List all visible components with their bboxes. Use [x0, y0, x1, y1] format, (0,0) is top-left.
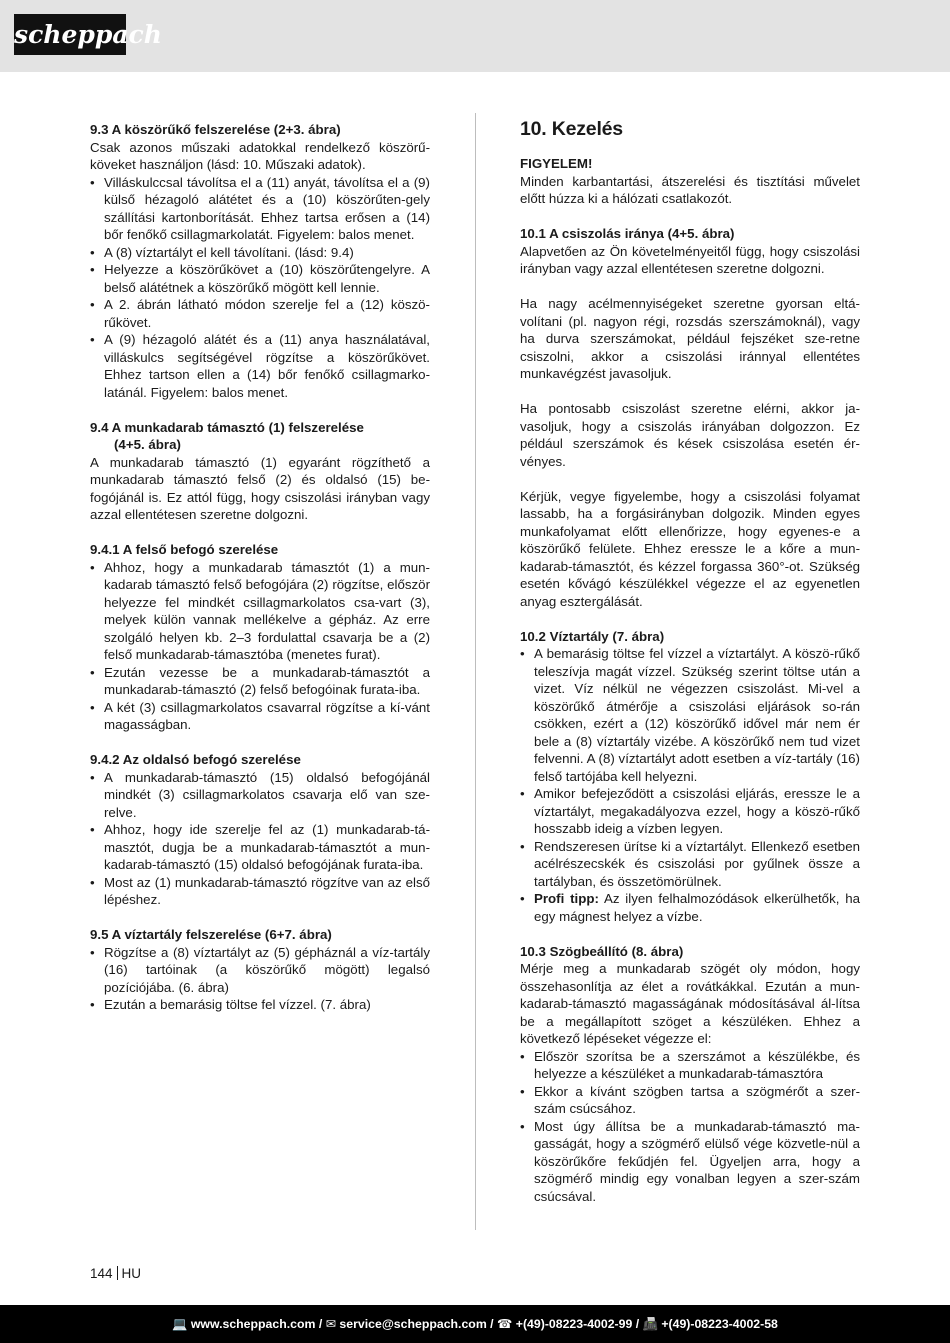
- section-heading: 10.3 Szögbeállító (8. ábra): [520, 943, 684, 959]
- column-divider: [475, 113, 476, 1230]
- list-item: • Rögzítse a (8) víztartályt az (5) gépháznál a víz-tartály (16) tartóinak (a köszörűkő mögött) legalsó pozíciójába. (6. ábra): [90, 944, 430, 997]
- section-heading-continued: (4+5. ábra): [114, 437, 181, 452]
- list-item: • Most úgy állítsa be a munkadarab-támasztó ma-gasságát, hogy a szögmérő elülső vége közvetle-nül a köszörűkőre fekűdjén fel. Ügyeljen arra, hogy a szögmérő mindig egy vonalban legyen a szer-szám csúcsával.: [520, 1118, 860, 1206]
- phone-icon: ☎: [497, 1317, 513, 1331]
- section-heading: 9.4 A munkadarab támasztó (1) felszerelése: [90, 419, 364, 435]
- mail-icon: ✉: [325, 1317, 336, 1331]
- section-heading: 9.4.2 Az oldalsó befogó szerelése: [90, 752, 301, 767]
- list-item: • Most az (1) munkadarab-támasztó rögzítve van az első lépéshez.: [90, 874, 430, 909]
- section-10-1: [520, 225, 860, 610]
- section-9-5: [90, 926, 430, 1014]
- bullet-list: [90, 769, 430, 909]
- section-9-3: [90, 121, 430, 401]
- list-item: • A munkadarab-támasztó (15) oldalsó befogójánál mindkét (3) csillagmarkolatos csavarja elő van sze-relve.: [90, 769, 430, 822]
- phone-number: +(49)-08223-4002-99 /: [515, 1317, 640, 1331]
- warning-text: Minden karbantartási, átszerelési és tisztítási művelet előtt húzza ki a hálózati csatlakozót.: [520, 173, 860, 206]
- list-item: • Villáskulccsal távolítsa el a (11) anyát, távolítsa el a (9) külső hézagoló alátétet és a (10) köszörűten-gely szállítási kartonborítását. Ehhez tartsa erősen a (14) bőr fenőkő csillagmarkolatát. Figyelem: balos menet.: [90, 174, 430, 244]
- paragraph: Kérjük, vegye figyelembe, hogy a csiszolási folyamat lassabb, ha a forgásirányban dolgozik. Minden egyes munkafolyamat előtt ellenőrizze, hogy egyenes-e a köszörűkő felülete. Ehhez eressze le a kőre a mun-kadarab-támasztót, és kézzel forgassa 360°-ot. Szükség esetén kővágó készülékkel végezze el az egyenetlen anyag esztergálását.: [520, 488, 860, 609]
- list-item: • A két (3) csillagmarkolatos csavarral rögzítse a kí-vánt magasságban.: [90, 699, 430, 734]
- paragraph: Ha pontosabb csiszolást szeretne elérni, akkor ja-vasoljuk, hogy a csiszolás irányában dolgozzon. Ez például szerszámok és kések csiszolása esetén ér-vényes.: [520, 401, 860, 469]
- section-heading: 9.3 A köszörűkő felszerelése (2+3. ábra): [90, 122, 341, 137]
- page-number-value: 144: [90, 1266, 113, 1281]
- section-heading: 10.1 A csiszolás iránya (4+5. ábra): [520, 226, 735, 241]
- bullet-list: [90, 559, 430, 734]
- warning-block: [520, 155, 860, 208]
- list-item: • Ekkor a kívánt szögben tartsa a szögmérőt a szer-szám csúcsához.: [520, 1083, 860, 1118]
- list-item: • A bemarásig töltse fel vízzel a víztartályt. A köszö-rűkő teleszívja magát vízzel. Szükség szerint töltse után a vizet. Víz nélkül ne végezzen csiszolást. Mi-vel a köszörűkő átmérője a csiszolási eljárások so-rán csökken, ezért a (12) köszörűkő idővel már nem ér bele a (8) víztartály vizébe. A köszörűkő nem tud vizet felvenni. A (8) víztartályt adott esetben a víz-tartály (16) felső tartójába kell helyezni.: [520, 645, 860, 785]
- bullet-list: [90, 174, 430, 402]
- language-code: HU: [121, 1266, 142, 1281]
- fax-icon: 📠: [642, 1317, 658, 1331]
- left-column: [90, 121, 430, 1031]
- paragraph: Ha nagy acélmennyiségeket szeretne gyorsan eltá-volítani (pl. nagyon régi, rozsdás szerszámoknál), vagy ha durva szerszámokat, például fejszéket sze-retne csiszolni, akkor a csiszolási iránnyal ellentétes munkavégzést javasoljuk.: [520, 296, 860, 381]
- tip-text: Az ilyen felhalmozódások elkerülhetők, ha egy mágnest helyez a vízbe.: [534, 891, 861, 924]
- section-text: A munkadarab támasztó (1) egyaránt rögzíthető a munkadarab támasztó felső (2) és oldalsó (15) be-fogójánál is. Ez attól függ, hogy csiszolási irányban vagy azzal ellentétesen szeretne dolgozni.: [90, 454, 430, 522]
- section-heading: 9.4.1 A felső befogó szerelése: [90, 542, 279, 557]
- list-item: • Ahhoz, hogy a munkadarab támasztót (1) a mun-kadarab támasztó felső befogójára (2) rögzítse, először helyezze fel mindkét csillagmarkolatos csa-vart (3), melyek külön vannak mellékelve a gépház. Az erre szolgáló helyen kb. 2–3 fordulattal csavarja be a (2) felső munkadarab-támasztóba (menetes furat).: [90, 559, 430, 664]
- section-9-4-2: [90, 751, 430, 909]
- section-9-4-1: [90, 541, 430, 734]
- warning-label: FIGYELEM!: [520, 156, 593, 171]
- bullet-list: [520, 1048, 860, 1206]
- section-intro: Csak azonos műszaki adatokkal rendelkező köszörű-köveket használjon (lásd: 10. Műszaki adatok).: [90, 139, 430, 172]
- list-item: • Ahhoz, hogy ide szerelje fel az (1) munkadarab-tá-masztót, dugja be a munkadarab-támasztót a mun-kadarab-támasztó (15) oldalsó befogójának furata-iba.: [90, 821, 430, 874]
- fax-number: +(49)-08223-4002-58: [661, 1317, 778, 1331]
- page-separator: [117, 1266, 118, 1280]
- list-item: • Rendszeresen ürítse ki a víztartályt. Ellenkező esetben acélrészecskék és csiszolási por gyűlnek össze a tartályban, és összetömörülnek.: [520, 838, 860, 891]
- chapter-title: 10. Kezelés: [520, 118, 623, 140]
- footer-contact-bar: [0, 1305, 950, 1343]
- email-link[interactable]: service@scheppach.com /: [339, 1317, 494, 1331]
- list-item: • Ezután vezesse be a munkadarab-támasztót a munkadarab-támasztó (2) felső befogóinak furata-iba.: [90, 664, 430, 699]
- website-link[interactable]: www.scheppach.com /: [190, 1317, 323, 1331]
- tip-label: Profi tipp:: [534, 891, 599, 906]
- list-item: • A 2. ábrán látható módon szerelje fel a (12) köszö-rűkövet.: [90, 296, 430, 331]
- section-text: Mérje meg a munkadarab szögét oly módon, hogy összehasonlítja az élet a rovátkákkal. Ezután a mun-kadarab-támasztó magasságának módosításával ál-lítsa be a megállapított szöget a készüléken. Ehhez a következő lépéseket végezze el:: [520, 961, 860, 1046]
- list-item-tip: [520, 890, 860, 925]
- monitor-icon: 💻: [172, 1317, 188, 1331]
- bullet-list: [520, 645, 860, 925]
- list-item: • A (8) víztartályt el kell távolítani. (lásd: 9.4): [90, 244, 430, 262]
- list-item: • Először szorítsa be a szerszámot a készülékbe, és helyezze a készüléket a munkadarab-támasztóra: [520, 1048, 860, 1083]
- list-item: • A (9) hézagoló alátét és a (11) anya használatával, villáskulcs segítségével rögzítse a köszörűkövet. Ehhez tartson ellen a (14) bőr fenőkő csillagmarko-latánál. Figyelem: balos menet.: [90, 331, 430, 401]
- header-bar: [0, 0, 950, 72]
- list-item: • Helyezze a köszörűkövet a (10) köszörűtengelyre. A belső alátétnek a köszörűkő mögött kell lennie.: [90, 261, 430, 296]
- list-item: • Amikor befejeződött a csiszolási eljárás, eressze le a víztartályt, megakadályozva ezzel, hogy a köszö-rűkő hosszabb ideig a vízben legyen.: [520, 785, 860, 838]
- brand-logo: scheppach: [14, 14, 126, 55]
- section-10-2: [520, 628, 860, 926]
- section-10-3: [520, 943, 860, 1206]
- section-heading: 10.2 Víztartály (7. ábra): [520, 628, 665, 644]
- list-item: • Ezután a bemarásig töltse fel vízzel. (7. ábra): [90, 996, 430, 1014]
- section-9-4: [90, 419, 430, 524]
- bullet-list: [90, 944, 430, 1014]
- right-column: [520, 118, 861, 1205]
- page-number: [90, 1265, 141, 1283]
- section-heading: 9.5 A víztartály felszerelése (6+7. ábra): [90, 927, 332, 942]
- paragraph: Alapvetően az Ön követelményeitől függ, hogy csiszolási irányban vagy azzal ellentétesen szeretne dolgozni.: [520, 243, 860, 276]
